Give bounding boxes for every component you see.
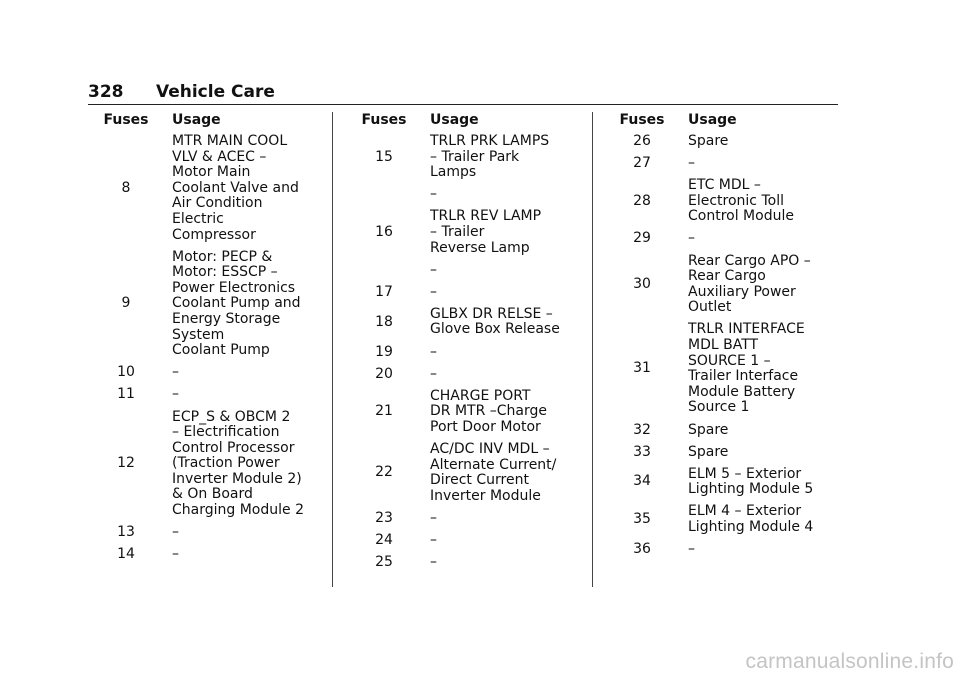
table-row xyxy=(346,555,578,571)
table-row xyxy=(88,547,320,563)
fuse-number: 33 xyxy=(633,443,651,460)
usage-header: Usage xyxy=(688,112,737,128)
fuse-usage: TRLR INTERFACE MDL BATT SOURCE 1 – Trailer Interface Module Battery Source 1 xyxy=(688,321,805,416)
fuse-number: 14 xyxy=(117,546,135,563)
fuse-usage: – xyxy=(172,524,179,541)
fuse-number: 10 xyxy=(117,364,135,381)
fuse-usage: AC/DC INV MDL – Alternate Current/ Direct Current Inverter Module xyxy=(430,441,557,504)
usage-header: Usage xyxy=(430,112,479,128)
fuse-usage: TRLR PRK LAMPS – Trailer Park Lamps xyxy=(430,133,550,181)
table-row xyxy=(604,322,836,416)
table-row xyxy=(604,156,836,172)
fuse-usage: – xyxy=(430,283,437,300)
fuse-number: 30 xyxy=(633,275,651,292)
fuse-number: 23 xyxy=(375,509,393,526)
table-row xyxy=(346,367,578,383)
fuse-number: 15 xyxy=(375,148,393,165)
table-row xyxy=(604,542,836,558)
table-row xyxy=(604,254,836,316)
fuses-header: Fuses xyxy=(103,112,149,128)
table-row xyxy=(88,525,320,541)
table-header xyxy=(88,112,320,129)
fuse-number: 12 xyxy=(117,455,135,472)
fuse-number: 11 xyxy=(117,386,135,403)
column-divider xyxy=(332,112,333,587)
fuse-usage: – xyxy=(688,155,695,172)
fuse-usage: Spare xyxy=(688,443,729,460)
fuse-number: 9 xyxy=(121,295,131,312)
table-row xyxy=(346,187,578,203)
fuse-usage: – xyxy=(430,365,437,382)
fuse-usage: – xyxy=(430,554,437,571)
page-header xyxy=(88,82,838,105)
fuse-number: 22 xyxy=(375,464,393,481)
fuse-usage: ECP_S & OBCM 2 – Electrification Control Processor (Traction Power Inverter Module 2) & On Board Charging Module 2 xyxy=(172,408,304,519)
table-row xyxy=(604,445,836,461)
fuse-usage: ELM 5 – Exterior Lighting Module 5 xyxy=(688,465,814,498)
fuse-usage: – xyxy=(688,541,695,558)
table-row xyxy=(88,387,320,403)
fuse-usage: – xyxy=(430,186,437,203)
fuse-number: 18 xyxy=(375,313,393,330)
fuse-usage: ETC MDL – Electronic Toll Control Module xyxy=(688,177,794,225)
fuse-usage: – xyxy=(172,546,179,563)
table-row xyxy=(346,263,578,279)
page-number: 328 xyxy=(88,82,124,102)
table-row xyxy=(88,410,320,519)
fuse-number: 29 xyxy=(633,230,651,247)
table-row xyxy=(346,285,578,301)
table-row xyxy=(604,134,836,150)
usage-header: Usage xyxy=(172,112,221,128)
table-row xyxy=(346,389,578,436)
fuse-number: 21 xyxy=(375,403,393,420)
fuse-number: 28 xyxy=(633,192,651,209)
table-header xyxy=(604,112,836,129)
fuse-usage: – xyxy=(430,509,437,526)
fuse-usage: – xyxy=(172,386,179,403)
table-row xyxy=(346,307,578,338)
table-row xyxy=(604,504,836,535)
table-rows xyxy=(88,134,320,563)
fuse-number: 16 xyxy=(375,223,393,240)
fuses-header: Fuses xyxy=(361,112,407,128)
fuse-usage: Motor: PECP & Motor: ESSCP – Power Electronics Coolant Pump and Energy Storage System Coolant Pump xyxy=(172,248,301,359)
fuse-number: 24 xyxy=(375,531,393,548)
fuse-usage: Spare xyxy=(688,421,729,438)
table-rows xyxy=(604,134,836,558)
fuse-usage: Rear Cargo APO – Rear Cargo Auxiliary Power Outlet xyxy=(688,252,811,316)
fuse-usage: MTR MAIN COOL VLV & ACEC – Motor Main Coolant Valve and Air Condition Electric Compressor xyxy=(172,133,299,243)
table-rows xyxy=(346,134,578,571)
table-row xyxy=(346,442,578,504)
fuse-table-column-3 xyxy=(604,112,836,564)
table-row xyxy=(346,209,578,256)
fuse-usage: Spare xyxy=(688,133,729,149)
fuse-usage: GLBX DR RELSE – Glove Box Release xyxy=(430,305,560,338)
fuse-number: 26 xyxy=(633,133,651,149)
table-row xyxy=(346,533,578,549)
fuse-usage: – xyxy=(430,531,437,548)
table-row xyxy=(604,467,836,498)
table-row xyxy=(88,134,320,243)
watermark: carmanualsonline.info xyxy=(745,650,954,673)
table-row xyxy=(346,134,578,181)
table-row xyxy=(604,423,836,439)
fuse-usage: – xyxy=(430,343,437,360)
table-header xyxy=(346,112,578,129)
fuse-number: 25 xyxy=(375,554,393,571)
fuse-number: 34 xyxy=(633,473,651,490)
fuse-usage: TRLR REV LAMP – Trailer Reverse Lamp xyxy=(430,208,542,256)
fuse-number: 36 xyxy=(633,541,651,558)
fuse-usage: – xyxy=(172,364,179,381)
column-divider xyxy=(592,112,593,587)
fuse-number: 8 xyxy=(121,179,131,196)
fuse-usage: ELM 4 – Exterior Lighting Module 4 xyxy=(688,503,814,535)
table-row xyxy=(88,250,320,359)
fuse-number: 19 xyxy=(375,343,393,360)
table-row xyxy=(604,231,836,247)
table-row xyxy=(604,178,836,225)
table-row xyxy=(346,511,578,527)
fuses-header: Fuses xyxy=(619,112,665,128)
fuse-number: 13 xyxy=(117,524,135,541)
page-title: Vehicle Care xyxy=(156,82,275,102)
fuse-number: 20 xyxy=(375,365,393,382)
fuse-table-column-2 xyxy=(346,112,578,577)
table-row xyxy=(346,345,578,361)
fuse-number: 35 xyxy=(633,511,651,528)
table-row xyxy=(88,365,320,381)
fuse-number: 17 xyxy=(375,283,393,300)
fuse-usage: CHARGE PORT DR MTR –Charge Port Door Motor xyxy=(430,387,548,435)
fuse-number: 32 xyxy=(633,421,651,438)
fuse-usage: – xyxy=(430,261,437,278)
fuse-table-column-1 xyxy=(88,112,320,569)
fuse-number: 27 xyxy=(633,155,651,172)
fuse-number: 31 xyxy=(633,360,651,377)
fuse-usage: – xyxy=(688,230,695,247)
